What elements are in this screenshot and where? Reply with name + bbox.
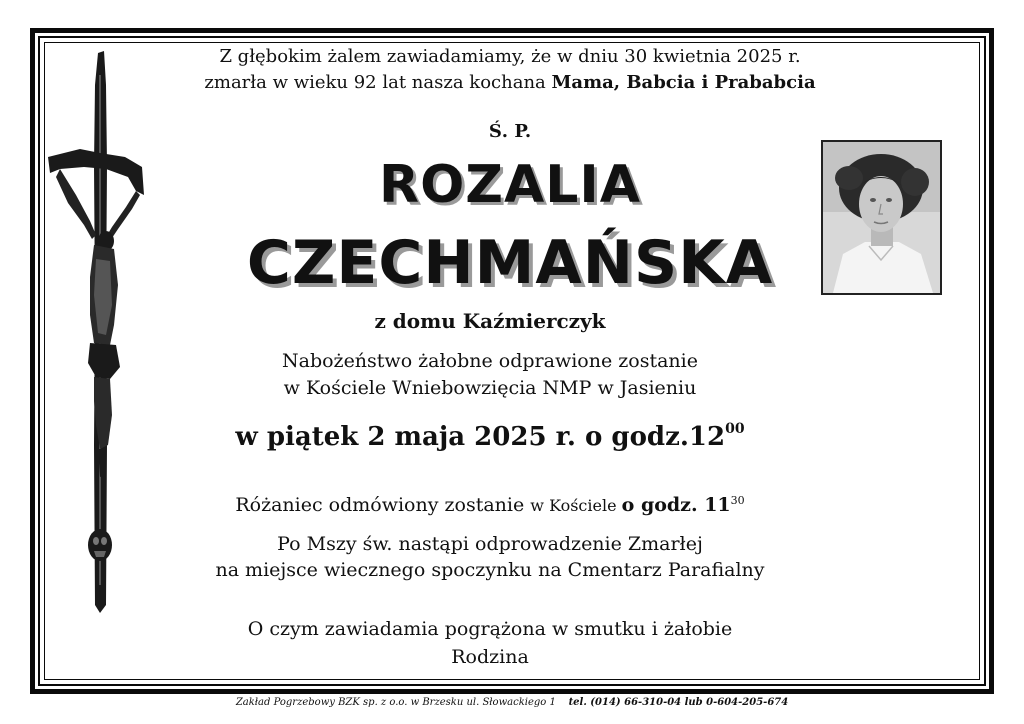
intro-line-2-text: zmarła w wieku 92 lat nasza kochana [204,72,552,93]
footer-phone: tel. (014) 66-310-04 lub 0-604-205-674 [568,697,789,708]
rosary-time: o godz. 11 [621,494,731,516]
footer [0,697,1024,708]
footer-company: Zakład Pogrzebowy BZK sp. z o.o. w Brzesku ul. Słowackiego 1 [235,697,556,708]
portrait-photo [821,140,942,295]
first-name: ROZALIA [379,155,641,215]
service-line-2: w Kościele Wniebowzięcia NMP w Jasieniu [283,377,697,399]
service-line-1: Nabożeństwo żałobne odprawione zostanie [282,350,698,372]
last-name: CZECHMAŃSKA [246,228,774,298]
rosary-text: Różaniec odmówiony zostanie [235,494,531,516]
portrait-image [823,142,940,293]
rosary-time-minutes: 30 [730,494,745,507]
intro-line-2 [150,72,870,94]
funeral-time-minutes: 00 [725,421,745,437]
closing-line-1: O czym zawiadamia pogrążona w smutku i żałobie [247,618,733,640]
intro-line-1: Z głębokim żalem zawiadamiamy, że w dniu 30 kwietnia 2025 r. [219,46,801,67]
rosary-info [130,494,850,516]
funeral-date-text: w piątek 2 maja 2025 r. o godz.12 [235,422,726,452]
funeral-date [130,421,850,452]
maiden-name: z domu Kaźmierczyk [374,309,606,333]
mass-line-1: Po Mszy św. nastąpi odprowadzenie Zmarłej [277,533,703,555]
family-relation: Mama, Babcia i Prababcia [551,72,816,93]
honorific: Ś. P. [488,121,532,142]
mass-line-2: na miejsce wiecznego spoczynku na Cmentarz Parafialny [215,559,765,581]
rosary-place: w Kościele [530,496,622,515]
signature-family: Rodzina [451,646,529,668]
